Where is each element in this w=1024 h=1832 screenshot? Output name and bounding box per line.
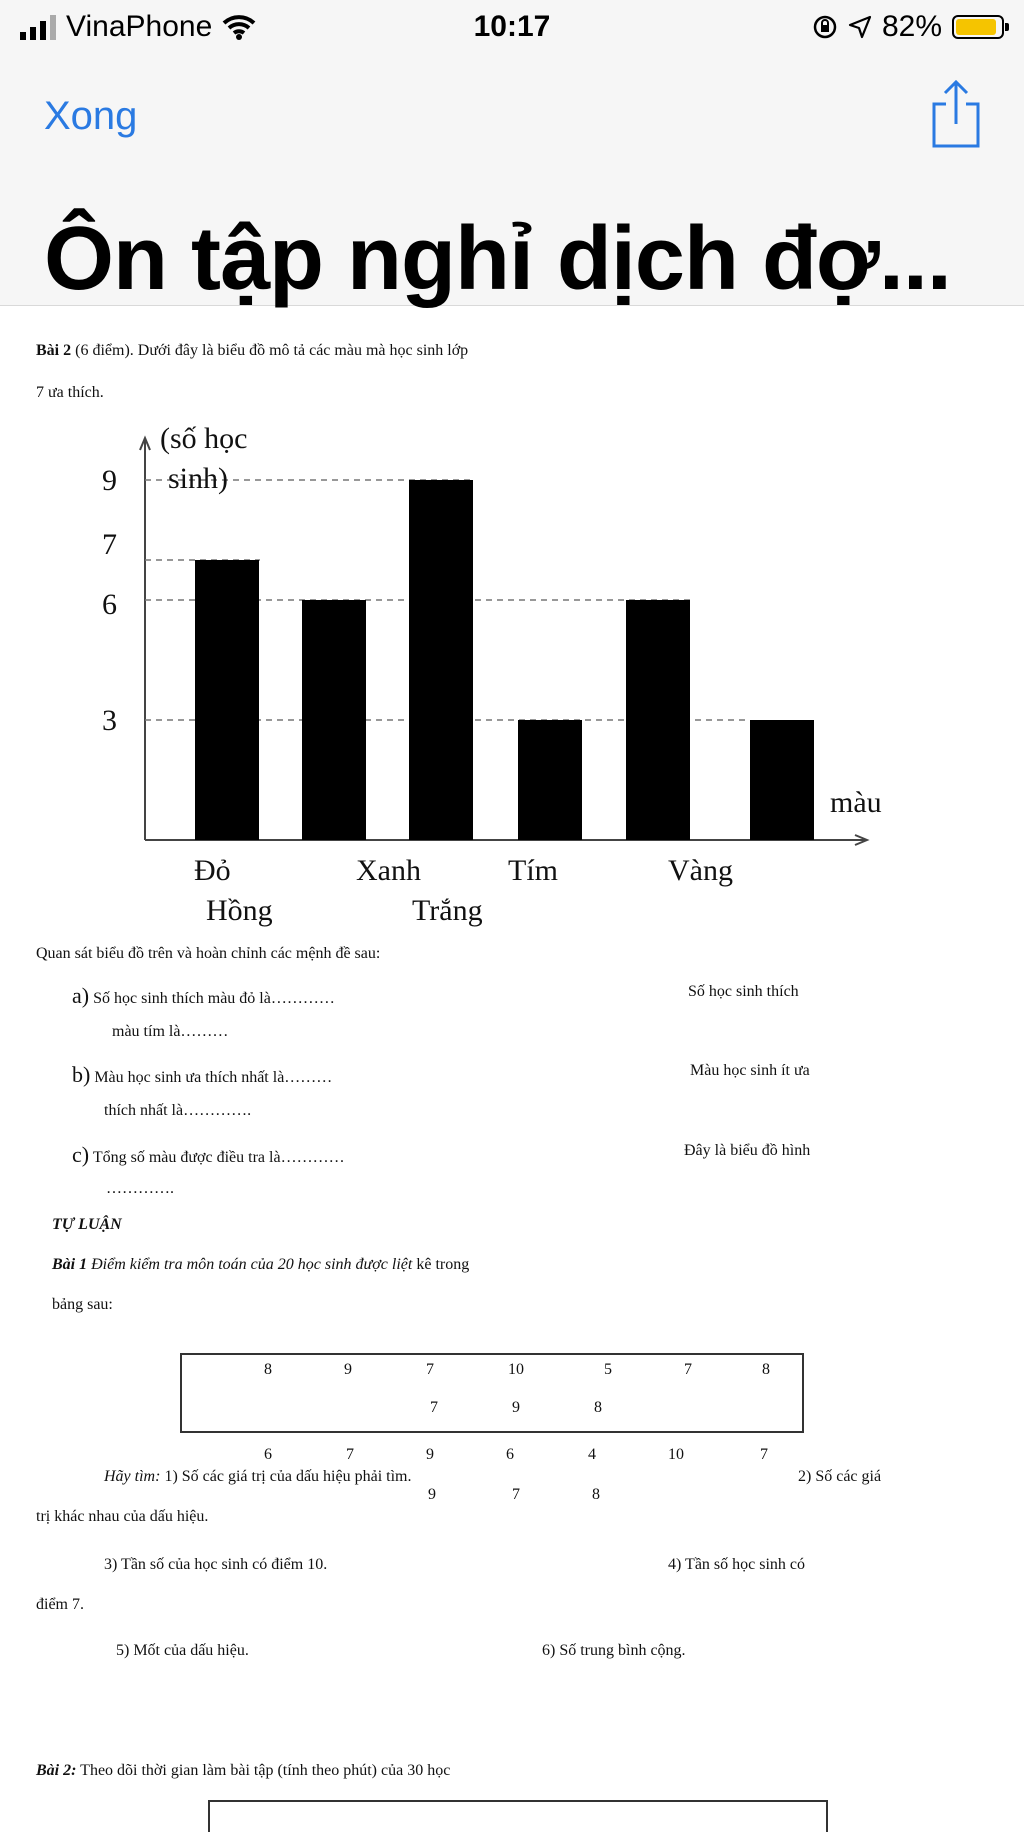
overflow-number: 10 bbox=[668, 1446, 684, 1463]
task-4: 4) Tần số học sinh có bbox=[668, 1556, 806, 1573]
orientation-lock-icon bbox=[812, 14, 838, 40]
overflow-number: 9 bbox=[426, 1446, 434, 1463]
question-a bbox=[72, 983, 335, 1009]
questions-intro: Quan sát biểu đồ trên và hoàn chỉnh các mệnh đề sau: bbox=[36, 945, 381, 962]
question-a-marker: a) bbox=[72, 983, 90, 1008]
bai2-intro bbox=[36, 342, 468, 360]
overflow-number: 8 bbox=[592, 1486, 600, 1503]
bai1-text: Điểm kiểm tra môn toán của 20 học sinh được liệt bbox=[87, 1256, 413, 1273]
question-b bbox=[72, 1062, 332, 1088]
question-a-right: Số học sinh thích bbox=[688, 983, 799, 1000]
question-b-right: Màu học sinh ít ưa bbox=[690, 1062, 810, 1079]
y-tick-label: 7 bbox=[102, 528, 117, 561]
question-b-line1: Màu học sinh ưa thích nhất là……… bbox=[94, 1069, 333, 1086]
task-5: 5) Mốt của dấu hiệu. bbox=[116, 1642, 249, 1659]
bar-Hồng bbox=[302, 600, 366, 840]
y-tick-label: 6 bbox=[102, 588, 117, 621]
bar-Tím bbox=[626, 600, 690, 840]
task-line-1 bbox=[104, 1468, 411, 1486]
table-cell: 7 bbox=[684, 1361, 692, 1378]
x-tick-label: Vàng bbox=[668, 854, 733, 887]
done-button[interactable]: Xong bbox=[44, 94, 138, 138]
table-cell: 7 bbox=[430, 1399, 438, 1416]
x-tick-label: Xanh bbox=[356, 854, 421, 887]
bai2b-label: Bài 2: bbox=[36, 1762, 77, 1779]
overflow-number: 6 bbox=[264, 1446, 272, 1463]
task-3: 3) Tần số của học sinh có điểm 10. bbox=[104, 1556, 328, 1573]
overflow-number: 7 bbox=[346, 1446, 354, 1463]
question-c-line2: …………. bbox=[106, 1180, 174, 1197]
x-tick-label: Đỏ bbox=[194, 854, 231, 887]
tu-luan-heading: TỰ LUẬN bbox=[52, 1216, 122, 1233]
status-bar bbox=[0, 0, 1024, 62]
bai2-intro-line2: 7 ưa thích. bbox=[36, 384, 104, 401]
battery-icon bbox=[952, 15, 1004, 39]
x-tick-label: Hồng bbox=[206, 894, 273, 927]
overflow-number: 6 bbox=[506, 1446, 514, 1463]
table-cell: 9 bbox=[344, 1361, 352, 1378]
score-table bbox=[180, 1353, 804, 1433]
table-cell: 8 bbox=[264, 1361, 272, 1378]
task-1: 1) Số các giá trị của dấu hiệu phải tìm. bbox=[164, 1468, 412, 1485]
y-axis-label-line1: (số học bbox=[160, 422, 248, 455]
time-table-partial bbox=[208, 1800, 828, 1832]
x-tick-label: Tím bbox=[508, 854, 558, 887]
location-arrow-icon bbox=[848, 15, 872, 39]
task-2b: trị khác nhau của dấu hiệu. bbox=[36, 1508, 209, 1525]
overflow-number: 7 bbox=[760, 1446, 768, 1463]
task-6: 6) Số trung bình cộng. bbox=[542, 1642, 686, 1659]
document-title: Ôn tập nghỉ dịch đợ... bbox=[44, 209, 951, 309]
carrier-name: VinaPhone bbox=[66, 10, 213, 43]
share-icon[interactable] bbox=[928, 78, 984, 150]
table-cell: 7 bbox=[426, 1361, 434, 1378]
bar-Đỏ bbox=[195, 560, 259, 840]
question-a-line1: Số học sinh thích màu đỏ là………… bbox=[93, 990, 335, 1007]
question-b-line2: thích nhất là…………. bbox=[104, 1102, 252, 1119]
overflow-number: 4 bbox=[588, 1446, 596, 1463]
bar-Xanh bbox=[409, 480, 473, 840]
y-axis-label-line2: sinh) bbox=[168, 462, 228, 495]
y-tick-label: 9 bbox=[102, 464, 117, 497]
x-tick-label: Trắng bbox=[412, 894, 483, 927]
bai2-label: Bài 2 bbox=[36, 342, 72, 359]
table-cell: 5 bbox=[604, 1361, 612, 1378]
bai1-intro bbox=[52, 1256, 469, 1274]
task-2: 2) Số các giá bbox=[798, 1468, 882, 1485]
question-b-marker: b) bbox=[72, 1062, 91, 1087]
bai1-text-tail: kê trong bbox=[412, 1256, 470, 1273]
overflow-number: 7 bbox=[512, 1486, 520, 1503]
question-c-line1: Tổng số màu được điều tra là………… bbox=[92, 1149, 345, 1166]
bai2b-text: Theo dõi thời gian làm bài tập (tính theo phút) của 30 học bbox=[76, 1762, 451, 1779]
table-cell: 8 bbox=[762, 1361, 770, 1378]
top-bar bbox=[0, 0, 1024, 309]
question-c-marker: c) bbox=[72, 1142, 90, 1167]
status-time: 10:17 bbox=[473, 10, 551, 43]
tasks-prefix: Hãy tìm: bbox=[104, 1468, 161, 1485]
table-cell: 9 bbox=[512, 1399, 520, 1416]
bai1-label: Bài 1 bbox=[52, 1256, 88, 1273]
x-axis-label: màu bbox=[830, 786, 882, 819]
bai2-intro-text: (6 điểm). Dưới đây là biểu đồ mô tả các màu mà học sinh lớp bbox=[71, 342, 469, 359]
table-cell: 8 bbox=[594, 1399, 602, 1416]
bar-Vàng bbox=[750, 720, 814, 840]
question-c bbox=[72, 1142, 345, 1168]
y-tick-label: 3 bbox=[102, 704, 117, 737]
bar-Trắng bbox=[518, 720, 582, 840]
battery-percent: 82% bbox=[881, 10, 942, 43]
question-a-line2: màu tím là……… bbox=[112, 1023, 229, 1040]
bar-chart bbox=[90, 420, 910, 940]
question-c-right: Đây là biểu đồ hình bbox=[684, 1142, 811, 1159]
bai1-line2: bảng sau: bbox=[52, 1296, 113, 1313]
overflow-number: 9 bbox=[428, 1486, 436, 1503]
bai2b-intro bbox=[36, 1762, 450, 1780]
table-cell: 10 bbox=[508, 1361, 524, 1378]
task-4b: điểm 7. bbox=[36, 1596, 84, 1613]
